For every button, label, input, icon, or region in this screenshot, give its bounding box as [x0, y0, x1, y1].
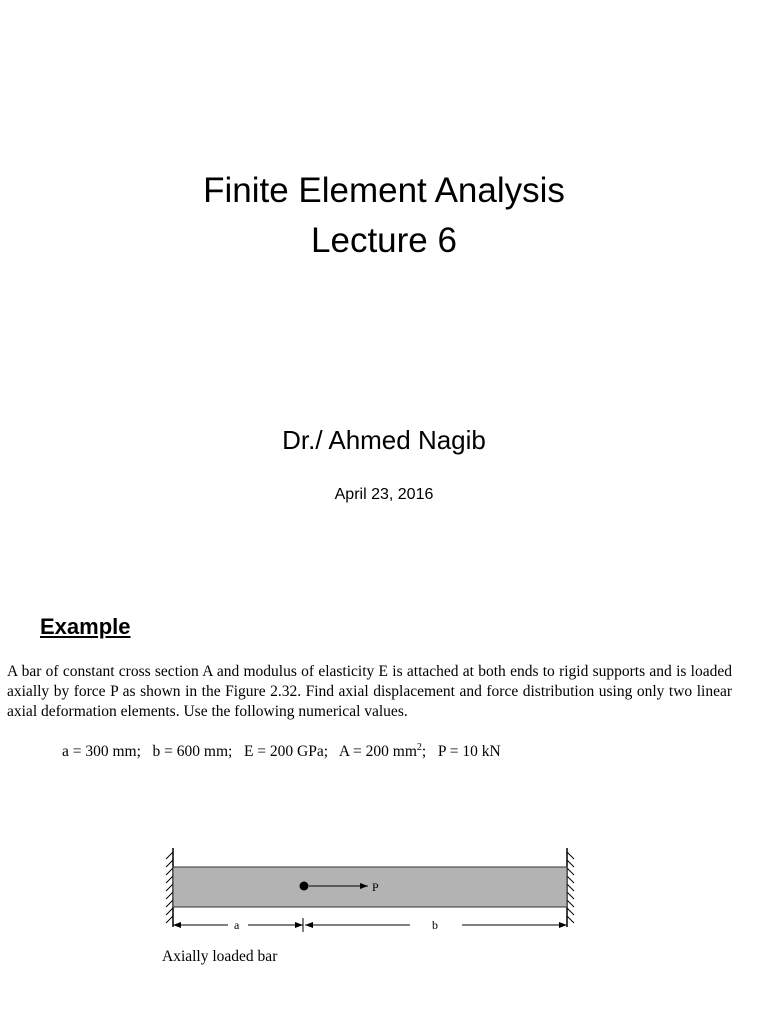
value-A-tail: ; — [421, 743, 427, 761]
load-point — [300, 882, 309, 891]
left-wall-support — [166, 848, 173, 927]
bar-body — [173, 867, 567, 907]
value-E: E = 200 GPa; — [243, 743, 329, 761]
dimension-a-label: a — [234, 918, 240, 932]
dimension-b-label: b — [432, 918, 438, 932]
figure-caption: Axially loaded bar — [162, 948, 278, 965]
problem-text: A bar of constant cross section A and modulus of elasticity E is attached at both ends to rigid supports and is loaded axially by force P as shown in the Figure 2.32. Find axial displacement and force distribution using only two linear axial deformation elements. Use the following numerical values. — [7, 663, 732, 720]
lecture-number: Lecture 6 — [311, 221, 457, 260]
lecture-title: Finite Element Analysis — [203, 171, 565, 210]
value-b: b = 600 mm; — [152, 743, 233, 761]
dimension-a — [173, 918, 303, 932]
dimension-b — [305, 918, 567, 932]
lecture-date: April 23, 2016 — [334, 486, 434, 503]
value-a: a = 300 mm; — [62, 743, 141, 761]
right-wall-support — [567, 848, 574, 927]
author-name: Dr./ Ahmed Nagib — [282, 425, 486, 455]
value-P: P = 10 kN — [437, 743, 501, 761]
value-A-exponent: 2 — [416, 742, 422, 753]
example-heading: Example — [40, 614, 131, 639]
load-label: P — [372, 880, 379, 894]
value-A: A = 200 mm — [338, 743, 417, 761]
